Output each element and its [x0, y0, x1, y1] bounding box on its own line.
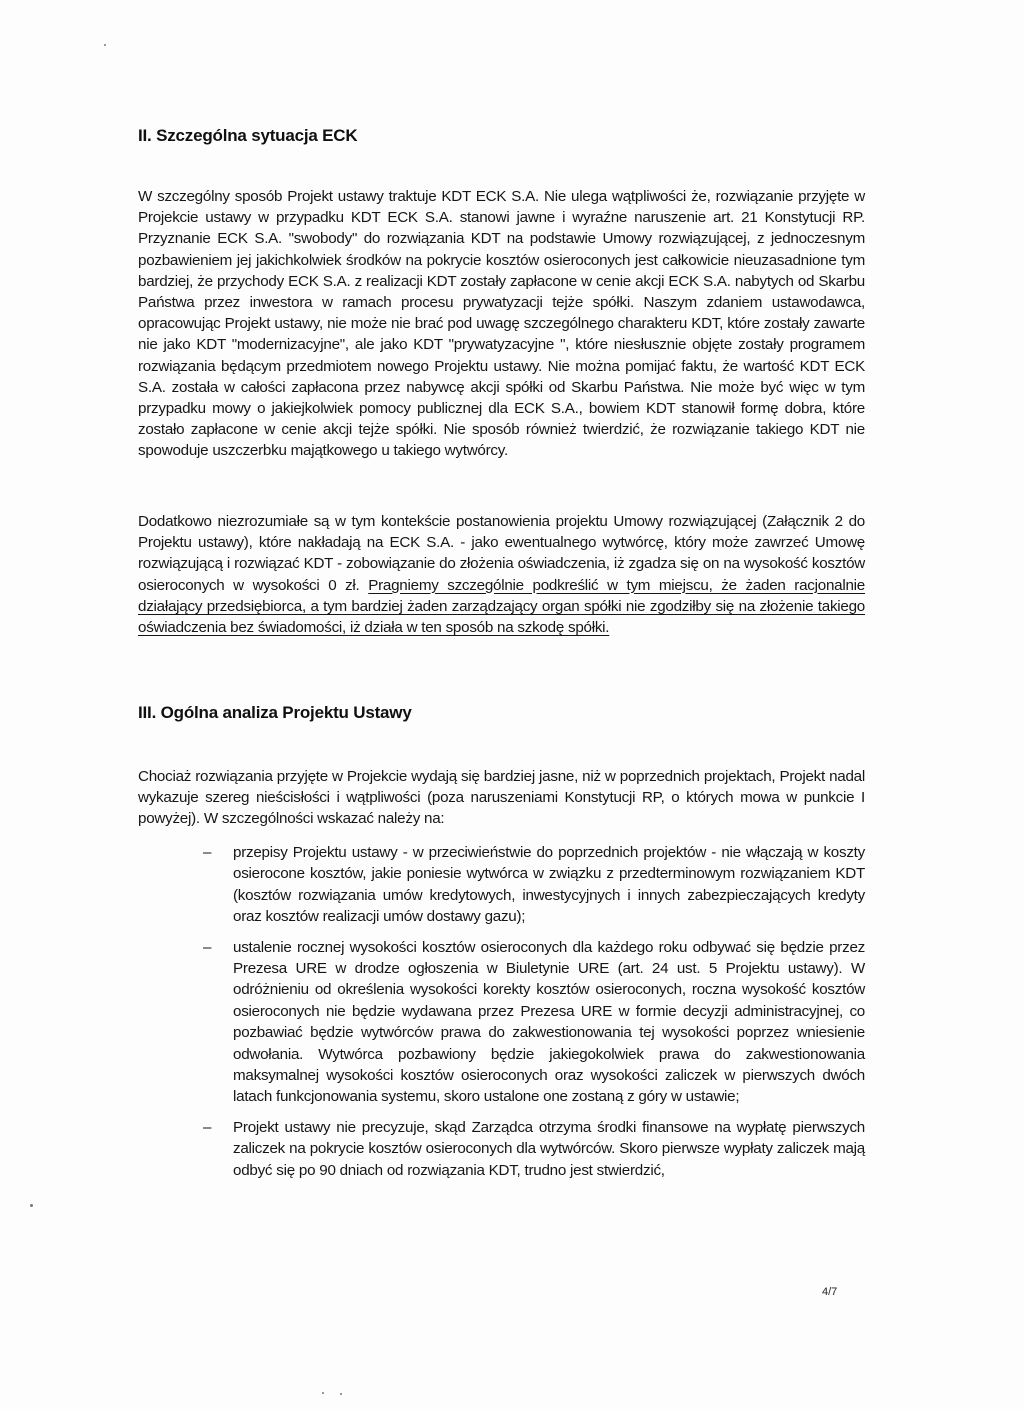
scan-speck — [322, 1392, 324, 1394]
underlined-emphasis-text: Pragniemy szczególnie podkreślić w tym miejscu, że żaden racjonalnie działający przedsiębiorca, a tym bardziej żaden zarządzający organ spółki nie zgodziłby się na złożenie takiego oświadczenia bez świadomości, iż działa w ten sposób na szkodę spółki. — [138, 576, 865, 637]
page-number: 4/7 — [822, 1286, 838, 1298]
list-item — [203, 937, 865, 1108]
section-3-intro: Chociaż rozwiązania przyjęte w Projekcie wydają się bardziej jasne, niż w poprzednich projektach, Projekt nadal wykazuje szereg nieścisłości i wątpliwości (poza naruszeniami Konstytucji RP, o których mowa w punkcie I powyżej). W szczególności wskazać należy na: — [138, 768, 865, 828]
scan-speck — [30, 1204, 33, 1207]
list-item — [203, 842, 865, 928]
scan-speck — [104, 44, 106, 46]
list-item-text: ustalenie rocznej wysokości kosztów osieroconych dla każdego roku odbywać się będzie przez Prezesa URE w drodze ogłoszenia w Biuletynie URE (art. 24 ust. 5 Projektu ustawy). W odróżnieniu od określenia wysokości korekty kosztów osieroconych, roczna wysokość kosztów osieroconych nie będzie wydawana przez Prezesa URE w formie decyzji administracyjnej, co pozbawiać będzie wytwórców prawa do zakwestionowania tej wysokości poprzez wniesienie odwołania. Wytwórca pozbawiony będzie jakiegokolwiek prawa do zakwestionowania maksymalnej wysokości kosztów osieroconych oraz wysokości zaliczek w pierwszych dwóch latach funkcjonowania systemu, skoro ustalone one zostaną z góry w ustawie; — [233, 938, 865, 1106]
issues-list — [203, 842, 865, 1190]
section-3-heading: III. Ogólna analiza Projektu Ustawy — [138, 703, 412, 722]
dash-bullet: – — [203, 844, 212, 861]
list-item-text: Projekt ustawy nie precyzuje, skąd Zarządca otrzyma środki finansowe na wypłatę pierwszych zaliczek na pokrycie kosztów osieroconych dla wytwórców. Skoro pierwsze wypłaty zaliczek mają odbyć się po 90 dniach od rozwiązania KDT, trudno jest stwierdzić, — [233, 1118, 865, 1179]
paragraph-2-text: Dodatkowo niezrozumiałe są w tym kontekście postanowienia projektu Umowy rozwiązującej (Załącznik 2 do Projektu ustawy), które nakładają na ECK S.A. - jako ewentualnego wytwórcę, który może zawrzeć Umowę rozwiązującą i rozwiązać KDT - zobowiązanie do złożenia oświadczenia, iż zgadza się on na wysokość kosztów osieroconych w wysokości 0 zł. — [138, 513, 865, 594]
section-2-paragraph-1: W szczególny sposób Projekt ustawy traktuje KDT ECK S.A. Nie ulega wątpliwości że, rozwiązanie przyjęte w Projekcie ustawy w przypadku KDT ECK S.A. stanowi jawne i wyraźne naruszenie art. 21 Konstytucji RP. Przyznanie ECK S.A. "swobody" do rozwiązania KDT na podstawie Umowy rozwiązującej, z jednoczesnym pozbawieniem jej jakichkolwiek środków na pokrycie kosztów osieroconych jest całkowicie nieuzasadnione tym bardziej, że przychody ECK S.A. z realizacji KDT zostały zapłacone w cenie akcji ECK S.A. nabytych od Skarbu Państwa przez inwestora w ramach procesu prywatyzacji tejże spółki. Naszym zdaniem ustawodawca, opracowując Projekt ustawy, nie może nie brać pod uwagę szczególnego charakteru KDT, które zostały zawarte nie jako KDT "modernizacyjne", ale jako KDT "prywatyzacyjne ", które niesłusznie objęte zostały programem rozwiązania będącym przedmiotem nowego Projektu ustawy. Nie można pomijać faktu, że wartość KDT ECK S.A. została w całości zapłacona przez nabywcę akcji spółki od Skarbu Państwa. Nie może być więc w tym przypadku mowy o jakiejkolwiek pomocy publicznej dla ECK S.A., bowiem KDT stanowił formę dobra, które zostało zapłacone w cenie akcji tejże spółki. Nie sposób również twierdzić, że rozwiązanie takiego KDT nie spowoduje uszczerbku majątkowego u takiego wytwórcy. — [138, 188, 865, 460]
list-item-text: przepisy Projektu ustawy - w przeciwieństwie do poprzednich projektów - nie włączają w koszty osierocone kosztów, jakie poniesie wytwórca w związku z przedterminowym rozwiązaniem KDT (kosztów rozwiązania umów kredytowych, inwestycyjnych i innych zabezpieczających kredyty oraz kosztów realizacji umów dostawy gazu); — [233, 844, 865, 926]
scan-speck — [340, 1393, 342, 1395]
dash-bullet: – — [203, 1118, 212, 1136]
section-2-heading: II. Szczególna sytuacja ECK — [138, 126, 358, 145]
list-item — [203, 1117, 865, 1181]
section-2-paragraph-2 — [138, 511, 865, 638]
dash-bullet: – — [203, 938, 212, 956]
